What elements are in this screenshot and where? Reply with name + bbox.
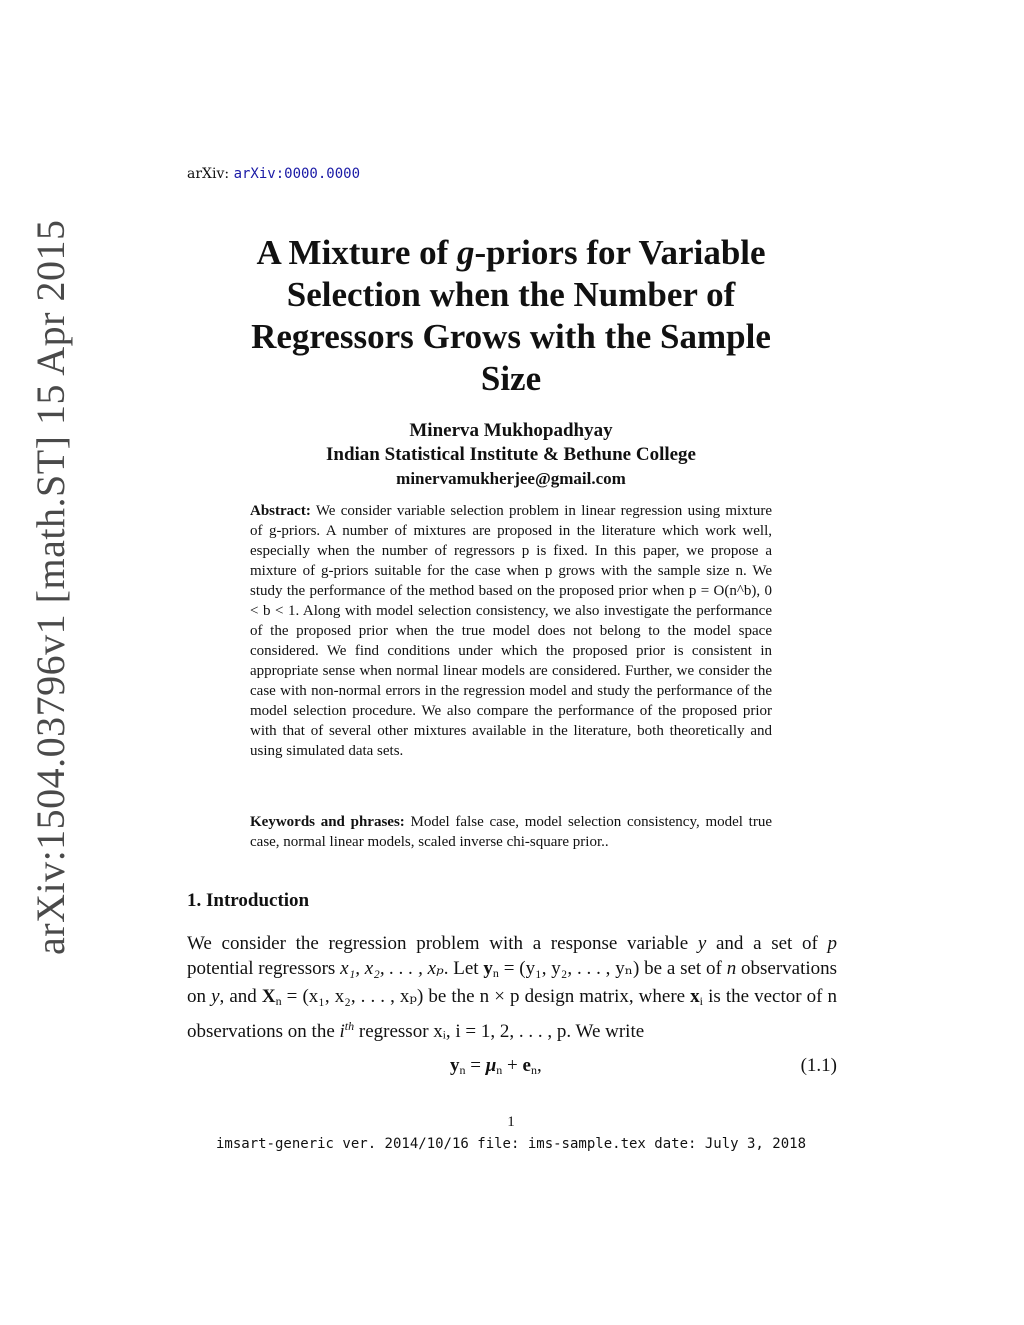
equation-expression: $y_n = \mu_n + e_n$,: [450, 1055, 542, 1077]
arxiv-identifier-link[interactable]: arXiv:0000.0000: [233, 166, 360, 182]
section-heading: 1. Introduction: [187, 890, 310, 911]
title-line-1: A Mixture of g-priors for Variable: [256, 233, 766, 272]
title-line-4: Size: [480, 359, 542, 398]
title-line-2: Selection when the Number of: [286, 275, 736, 314]
arxiv-header-label: arXiv:: [187, 166, 230, 182]
intro-paragraph: We consider the regression problem with a response variable y and a set of p potential regressors x₁, x₂, . . . , xₚ. Let $y_n = (y_1$, y₂, . . . , yₙ) be a set of n observations on y, and $X_n = (x_1$, x₂, . . . , xₚ) be the n × p design matrix, where $x_i$ is the vector of n observations on the $i^{th}$ regressor xᵢ, i = 1, 2, . . . , p. We write: [187, 933, 838, 1042]
keywords-label: Keywords and phrases:: [250, 814, 405, 830]
abstract-label: Abstract:: [250, 503, 311, 519]
equation-1-1: [187, 1055, 837, 1081]
keywords-text: Model false case, model selection consistency, model true case, normal linear models, scaled inverse chi-square prior..: [250, 814, 773, 850]
arxiv-header: [187, 166, 360, 182]
page-number: 1: [507, 1114, 515, 1130]
footer-line: imsart-generic ver. 2014/10/16 file: ims-sample.tex date: July 3, 2018: [215, 1136, 806, 1152]
author-block: [187, 419, 835, 491]
arxiv-side-stamp: arXiv:1504.03796v1 [math.ST] 15 Apr 2015: [28, 219, 73, 955]
author-affiliation: Indian Statistical Institute & Bethune College: [326, 444, 696, 465]
paper-title: [187, 232, 835, 400]
abstract: [250, 501, 772, 761]
author-name: Minerva Mukhopadhyay: [409, 420, 613, 441]
author-email[interactable]: minervamukherjee@gmail.com: [396, 469, 626, 488]
equation-number: (1.1): [800, 1055, 837, 1076]
title-line-3: Regressors Grows with the Sample: [251, 317, 771, 356]
abstract-text: We consider variable selection problem in linear regression using mixture of g-priors. A number of mixtures are proposed in the literature which work well, especially when the number of regressors p is fixed. In this paper, we propose a mixture of g-priors suitable for the case when p grows with the sample size n. We study the performance of the method based on the proposed prior when p = O(n^b), 0 < b < 1. Along with model selection consistency, we also investigate the performance of the proposed prior when the true model does not belong to the model space considered. We find conditions under which the proposed prior is consistent in appropriate sense when normal linear models are considered. Further, we consider the case with non-normal errors in the regression model and study the performance of the model selection procedure. We also compare the performance of the proposed prior with that of several other mixtures available in the literature, both theoretically and using simulated data sets.: [250, 503, 773, 759]
keywords: [250, 812, 772, 852]
